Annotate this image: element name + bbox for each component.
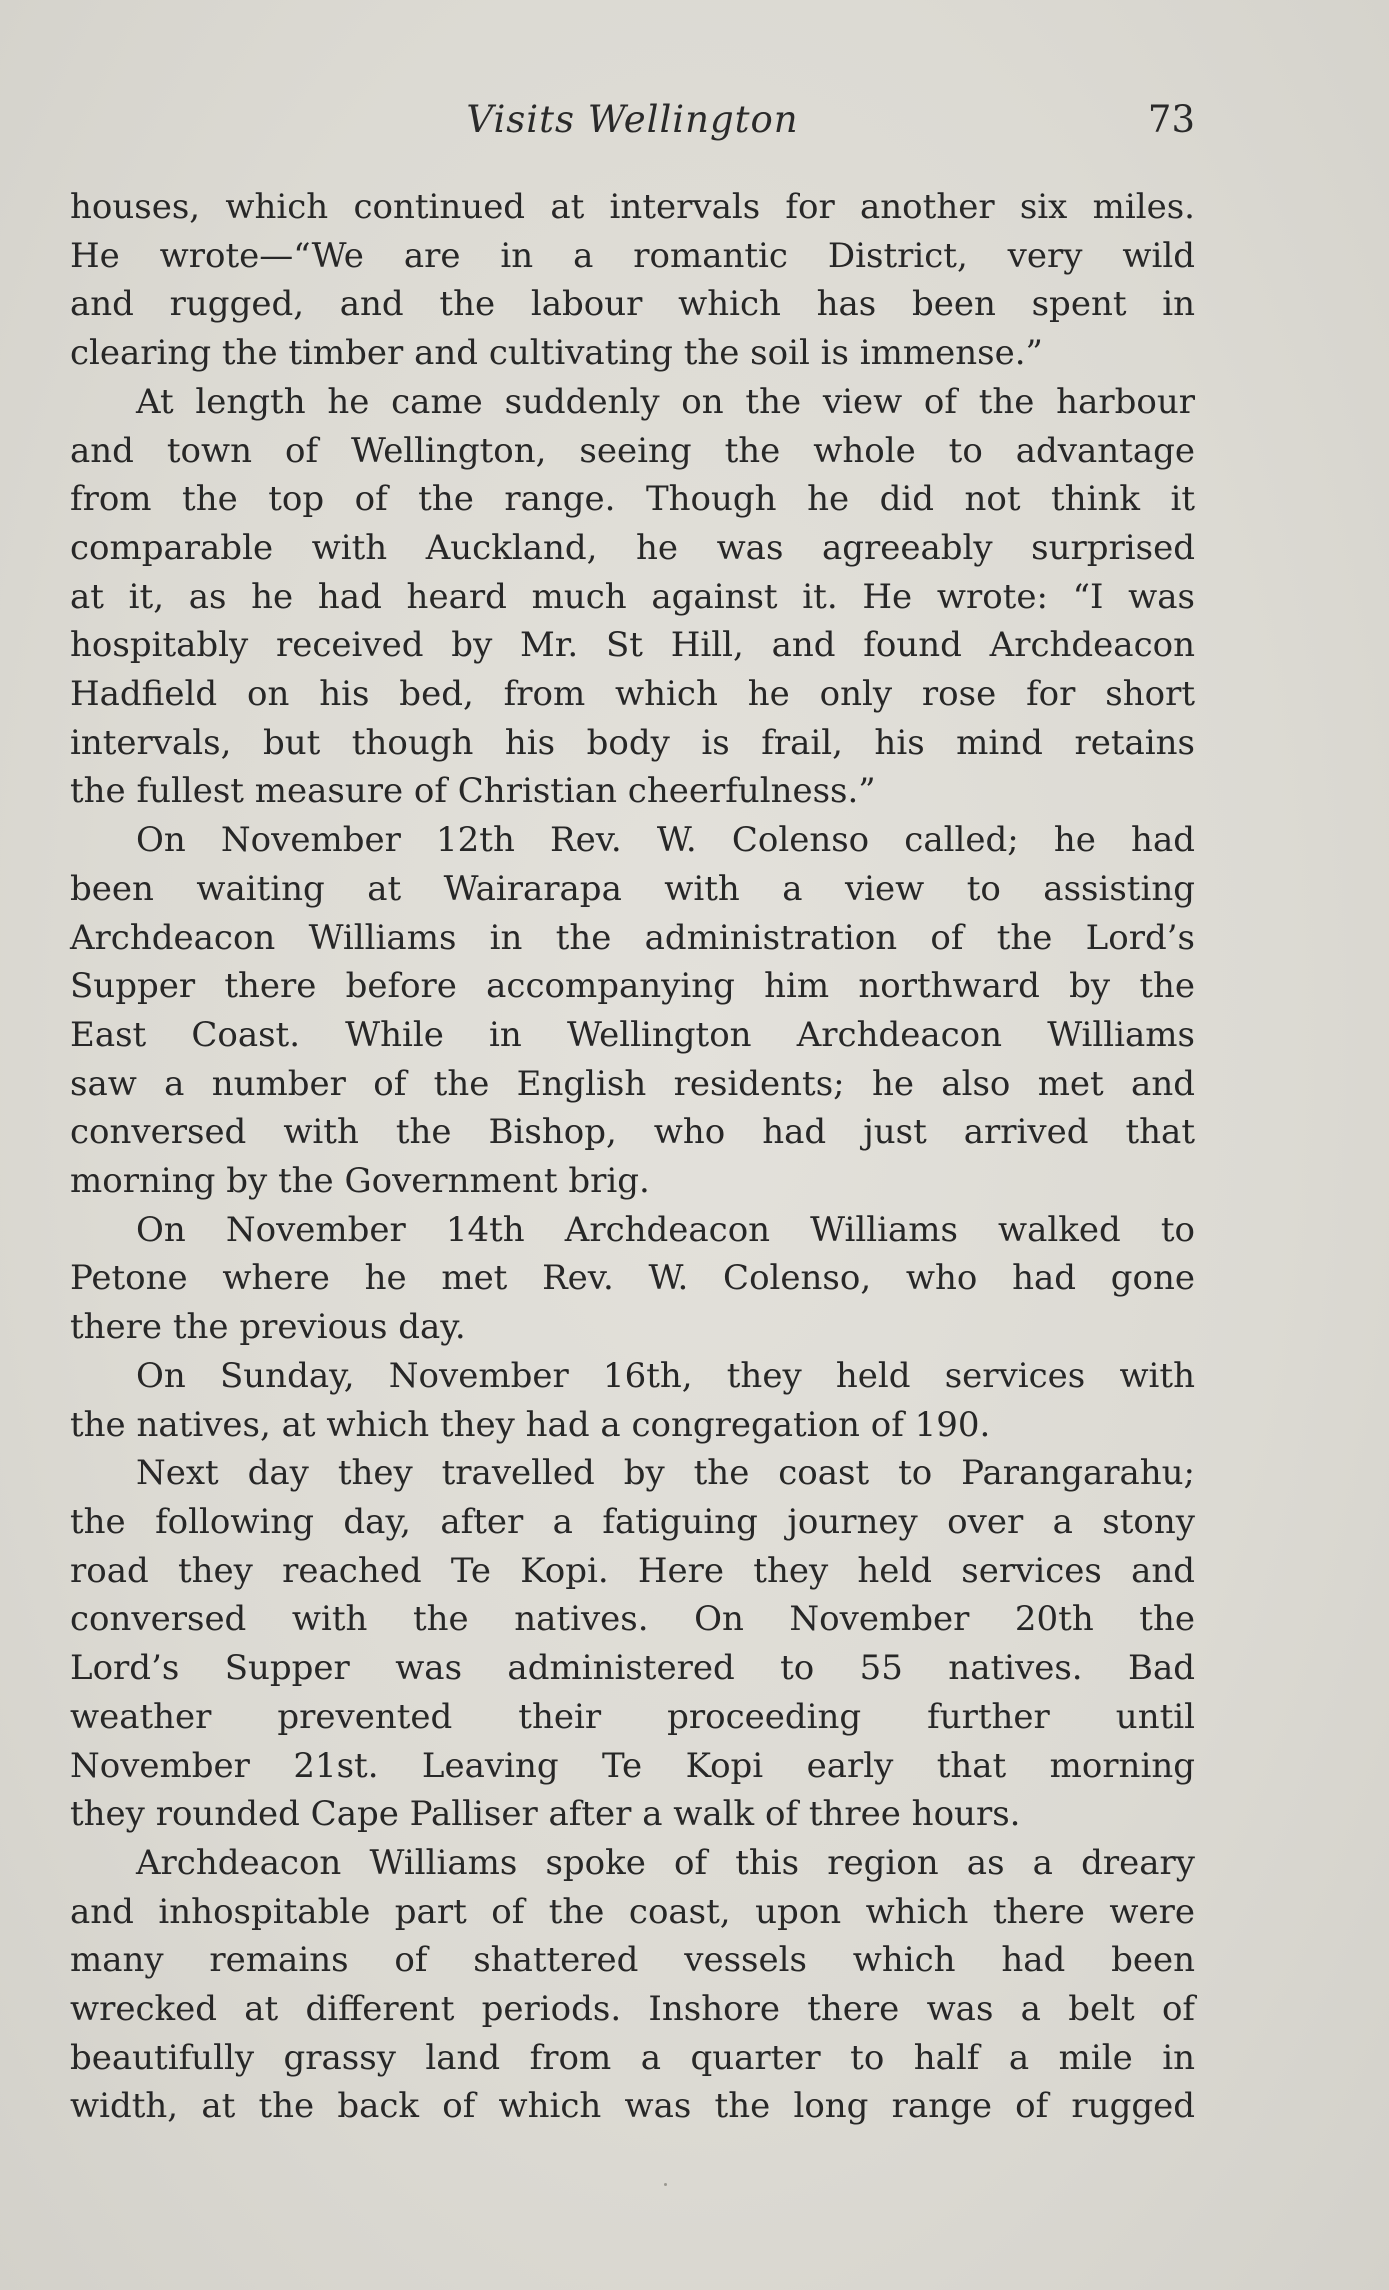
text-line: hospitably received by Mr. St Hill, and found Archdeacon xyxy=(70,625,1195,666)
text-line: morning by the Government brig. xyxy=(70,1161,650,1202)
text-line: On Sunday, November 16th, they held services with xyxy=(136,1355,1195,1396)
text-line: the following day, after a fatiguing journey over a stony xyxy=(70,1501,1195,1542)
text-line: they rounded Cape Palliser after a walk of three hours. xyxy=(70,1794,1021,1835)
text-line: Archdeacon Williams in the administration of the Lord’s xyxy=(70,917,1195,958)
text-line: and town of Wellington, seeing the whole to advantage xyxy=(70,430,1195,471)
text-line: He wrote—“We are in a romantic District, very wild xyxy=(70,235,1195,276)
text-line: comparable with Auckland, he was agreeably surprised xyxy=(70,527,1195,568)
text-line: Hadfield on his bed, from which he only rose for short xyxy=(70,674,1195,715)
text-line: Lord’s Supper was administered to 55 natives. Bad xyxy=(70,1648,1195,1689)
text-line: beautifully grassy land from a quarter to half a mile in xyxy=(70,2037,1195,2078)
text-line: wrecked at different periods. Inshore there was a belt of xyxy=(70,1989,1195,2030)
text-line: and rugged, and the labour which has been spent in xyxy=(70,284,1195,325)
text-line: Supper there before accompanying him northward by the xyxy=(70,966,1195,1007)
text-line: width, at the back of which was the long range of rugged xyxy=(70,2086,1195,2127)
body-text xyxy=(70,183,1195,2131)
page-number: 73 xyxy=(1147,98,1195,141)
text-line: at it, as he had heard much against it. He wrote: “I was xyxy=(70,576,1195,617)
text-line: the fullest measure of Christian cheerfulness.” xyxy=(70,771,876,812)
text-line: November 21st. Leaving Te Kopi early that morning xyxy=(70,1745,1195,1786)
text-line: weather prevented their proceeding further until xyxy=(70,1696,1195,1737)
text-line: At length he came suddenly on the view of the harbour xyxy=(136,381,1195,422)
text-line: and inhospitable part of the coast, upon which there were xyxy=(70,1891,1195,1932)
text-line: clearing the timber and cultivating the soil is immense.” xyxy=(70,333,1043,374)
page-header xyxy=(70,98,1195,158)
text-line: Petone where he met Rev. W. Colenso, who had gone xyxy=(70,1258,1195,1299)
text-line: many remains of shattered vessels which had been xyxy=(70,1940,1195,1981)
text-line: been waiting at Wairarapa with a view to assisting xyxy=(70,868,1195,909)
text-line: from the top of the range. Though he did not think it xyxy=(70,479,1195,520)
text-line: conversed with the Bishop, who had just arrived that xyxy=(70,1112,1195,1153)
text-line: road they reached Te Kopi. Here they held services and xyxy=(70,1550,1195,1591)
text-line: the natives, at which they had a congregation of 190. xyxy=(70,1404,991,1445)
text-line: conversed with the natives. On November 20th the xyxy=(70,1599,1195,1640)
text-line: intervals, but though his body is frail, his mind retains xyxy=(70,722,1195,763)
text-line: On November 14th Archdeacon Williams walked to xyxy=(136,1209,1195,1250)
text-line: On November 12th Rev. W. Colenso called; he had xyxy=(136,820,1195,861)
text-line: East Coast. While in Wellington Archdeacon Williams xyxy=(70,1014,1195,1055)
text-line: Next day they travelled by the coast to Parangarahu; xyxy=(136,1453,1195,1494)
running-title: Visits Wellington xyxy=(466,98,799,141)
text-line: houses, which continued at intervals for another six miles. xyxy=(70,187,1195,227)
text-line: saw a number of the English residents; he also met and xyxy=(70,1063,1195,1104)
paper-speck xyxy=(664,2183,667,2186)
text-line: there the previous day. xyxy=(70,1307,466,1348)
text-line: Archdeacon Williams spoke of this region as a dreary xyxy=(136,1842,1195,1883)
